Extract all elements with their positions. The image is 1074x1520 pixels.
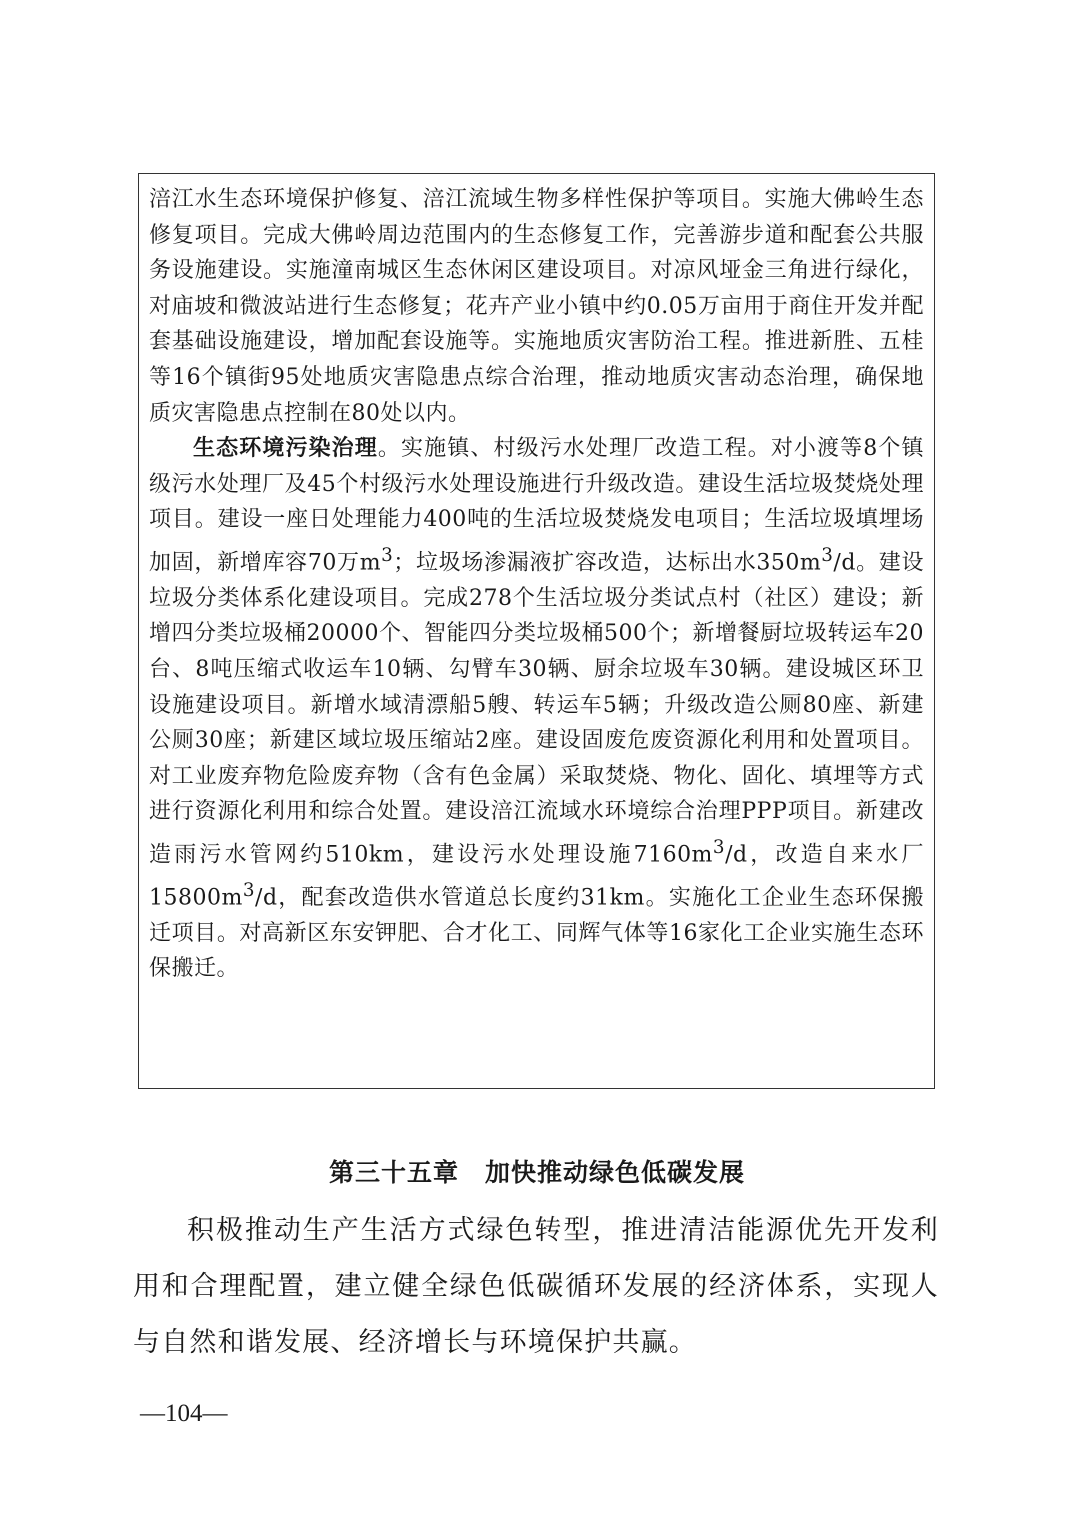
intro-paragraph: 积极推动生产生活方式绿色转型，推进清洁能源优先开发利用和合理配置，建立健全绿色低碳循环发展的经济体系，实现人与自然和谐发展、经济增长与环境保护共赢。 bbox=[133, 1215, 939, 1358]
superscript: 3 bbox=[712, 837, 726, 859]
project-box bbox=[138, 173, 935, 1089]
text-run: /d，改造自来水厂15800m bbox=[149, 842, 924, 911]
text-run: /d。建设垃圾分类体系化建设项目。完成278个生活垃圾分类试点村（社区）建设；新增四分类垃圾桶20000个、智能四分类垃圾桶500个；新增餐厨垃圾转运车20台、8吨压缩式收运车10辆、勾臂车30辆、厨余垃圾车30辆。建设城区环卫设施建设项目。新增水域清漂船5艘、转运车5辆；升级改造公厕80座、新建公厕30座；新建区域垃圾压缩站2座。建设固废危废资源化利用和处置项目。对工业废弃物危险废弃物（含有色金属）采取焚烧、物化、固化、填埋等方式进行资源化利用和综合处置。建设涪江流域水环境综合治理PPP项目。新建改造雨污水管网约510km，建设污水处理设施7160m bbox=[149, 550, 925, 868]
chapter-title: 第三十五章 加快推动绿色低碳发展 bbox=[328, 1158, 745, 1187]
superscript: 3 bbox=[381, 544, 394, 566]
text-run: ；垃圾场渗漏液扩容改造，达标出水350m bbox=[393, 550, 822, 576]
superscript: 3 bbox=[242, 879, 256, 901]
text-run: /d，配套改造供水管道总长度约31km。实施化工企业生态环保搬迁项目。对高新区东安钾肥、合才化工、同辉气体等16家化工企业实施生态环保搬迁。 bbox=[149, 885, 924, 982]
text-run: 。实施镇、村级污水处理厂改造工程。对小渡等8个镇级污水处理厂及45个村级污水处理设施进行升级改造。建设生活垃圾焚烧处理项目。建设一座日处理能力400吨的生活垃圾焚烧发电项目；生活垃圾填埋场加固，新增库容70万m bbox=[149, 436, 924, 576]
page-number: —104— bbox=[140, 1400, 228, 1427]
box-paragraph-1: 涪江水生态环境保护修复、涪江流域生物多样性保护等项目。实施大佛岭生态修复项目。完成大佛岭周边范围内的生态修复工作，完善游步道和配套公共服务设施建设。实施潼南城区生态休闲区建设项目。对凉风垭金三角进行绿化，对庙坡和微波站进行生态修复；花卉产业小镇中约0.05万亩用于商住开发并配套基础设施建设，增加配套设施等。实施地质灾害防治工程。推进新胜、五桂等16个镇街95处地质灾害隐患点综合治理，推动地质灾害动态治理，确保地质灾害隐患点控制在80处以内。 bbox=[149, 187, 924, 426]
superscript: 3 bbox=[821, 544, 834, 566]
box-paragraph-2 bbox=[149, 431, 924, 987]
section-heading: 生态环境污染治理 bbox=[193, 436, 378, 462]
